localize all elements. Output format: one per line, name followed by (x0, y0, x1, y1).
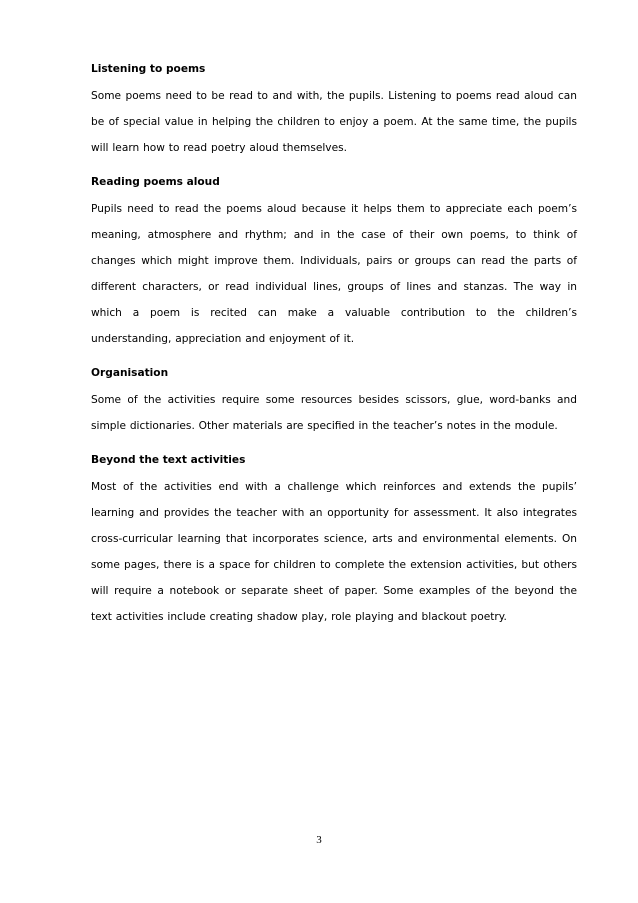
section-heading: Organisation (91, 367, 169, 379)
section-beyond-the-text-activities (91, 453, 577, 630)
page-content (91, 62, 577, 644)
section-organisation (91, 366, 577, 439)
section-reading-poems-aloud (91, 175, 577, 352)
section-paragraph: Pupils need to read the poems aloud because it helps them to appreciate each poem’s meaning, atmosphere and rhythm; and in the case of their own poems, to think of changes which might improve them. Individuals, pairs or groups can read the parts of different characters, or read individual lines, groups of lines and stanzas. The way in which a poem is recited can make a valuable contribution to the children’s understanding, appreciation and enjoyment of it. (91, 203, 577, 345)
page-number: 3 (316, 834, 322, 846)
section-paragraph: Most of the activities end with a challenge which reinforces and extends the pupils’ learning and provides the teacher with an opportunity for assessment. It also integrates cross-curricular learning that incorporates science, arts and environmental elements. On some pages, there is a space for children to complete the extension activities, but others will require a notebook or separate sheet of paper. Some examples of the beyond the text activities include creating shadow play, role playing and blackout poetry. (91, 481, 577, 623)
section-heading: Listening to poems (91, 63, 206, 75)
section-heading: Beyond the text activities (91, 454, 246, 466)
section-listening-to-poems (91, 62, 577, 161)
section-paragraph: Some poems need to be read to and with, the pupils. Listening to poems read aloud can be of special value in helping the children to enjoy a poem. At the same time, the pupils will learn how to read poetry aloud themselves. (91, 90, 577, 154)
section-heading: Reading poems aloud (91, 176, 220, 188)
section-paragraph: Some of the activities require some resources besides scissors, glue, word-banks and simple dictionaries. Other materials are specified in the teacher’s notes in the module. (91, 394, 577, 432)
